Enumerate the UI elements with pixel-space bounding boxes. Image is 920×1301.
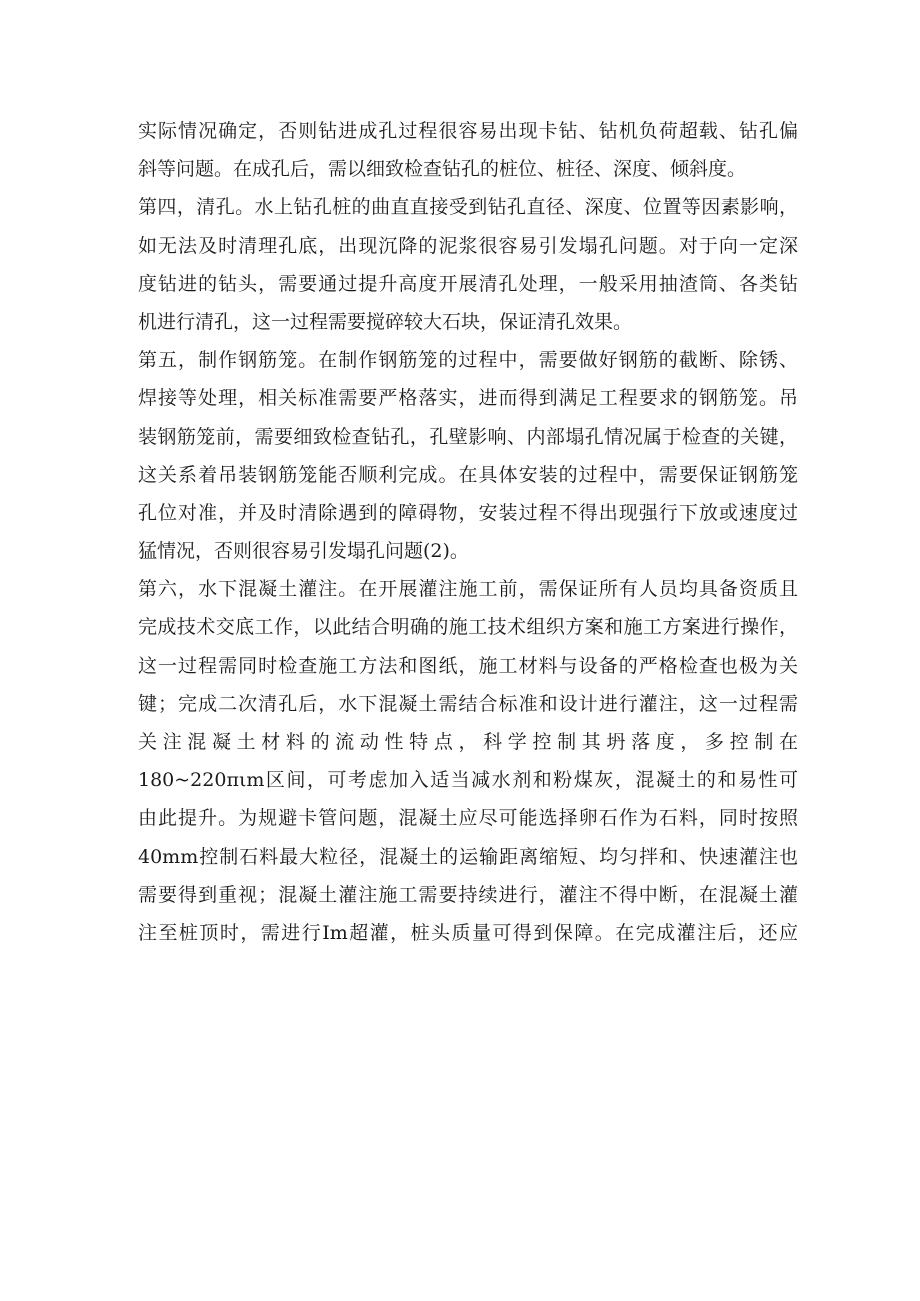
text-line: 第六，水下混凝土灌注。在开展灌注施工前，需保证所有人员均具备资质且 <box>138 578 798 601</box>
text-line: 180~220πιm区间，可考虑加入适当减水剂和粉煤灰，混凝土的和易性可 <box>138 769 798 792</box>
text-line: 第五，制作钢筋笼。在制作钢筋笼的过程中，需要做好钢筋的截断、除锈、 <box>138 349 798 372</box>
text-line: 由此提升。为规避卡管问题，混凝土应尽可能选择卵石作为石料，同时按照 <box>138 807 798 830</box>
text-line: 度钻进的钻头，需要通过提升高度开展清孔处理，一般采用抽渣筒、各类钻 <box>138 272 798 295</box>
text-line: 装钢筋笼前，需要细致检查钻孔，孔壁影响、内部塌孔情况属于检查的关键， <box>138 425 798 448</box>
text-line: 如无法及时清理孔底，出现沉降的泥浆很容易引发塌孔问题。对于向一定深 <box>138 234 798 257</box>
text-line: 实际情况确定，否则钻进成孔过程很容易出现卡钻、钻机负荷超载、钻孔偏 <box>138 120 798 142</box>
text-line: 斜等问题。在成孔后，需以细致检查钻孔的桩位、桩径、深度、倾斜度。 <box>138 158 747 181</box>
text-line: 这一过程需同时检查施工方法和图纸，施工材料与设备的严格检查也极为关 <box>138 654 798 677</box>
text-line: 40mm控制石料最大粒径，混凝土的运输距离缩短、均匀拌和、快速灌注也 <box>138 845 798 868</box>
text-line: 孔位对准，并及时清除遇到的障碍物，安装过程不得出现强行下放或速度过 <box>138 501 798 524</box>
text-line: 关注混凝土材料的流动性特点，科学控制其坍落度，多控制在 <box>138 731 798 753</box>
text-line: 这关系着吊装钢筋笼能否顺利完成。在具体安装的过程中，需要保证钢筋笼 <box>138 463 798 486</box>
text-line: 注至桩顶时，需进行Im超灌，桩头质量可得到保障。在完成灌注后，还应 <box>138 921 798 944</box>
text-line: 机进行清孔，这一过程需要搅碎较大石块，保证清孔效果。 <box>138 310 633 333</box>
text-line: 需要得到重视；混凝土灌注施工需要持续进行，灌注不得中断，在混凝土灌 <box>138 883 798 906</box>
text-line: 第四，清孔。水上钻孔桩的曲直直接受到钻孔直径、深度、位置等因素影响， <box>138 196 798 219</box>
text-line: 焊接等处理，相关标准需要严格落实，进而得到满足工程要求的钢筋笼。吊 <box>138 387 798 410</box>
text-line: 完成技术交底工作，以此结合明确的施工技术组织方案和施工方案进行操作， <box>138 616 798 639</box>
body-text <box>138 112 798 952</box>
text-line: 键；完成二次清孔后，水下混凝土需结合标准和设计进行灌注，这一过程需 <box>138 692 798 715</box>
text-line: 猛情况，否则很容易引发塌孔问题(2)。 <box>138 540 469 563</box>
